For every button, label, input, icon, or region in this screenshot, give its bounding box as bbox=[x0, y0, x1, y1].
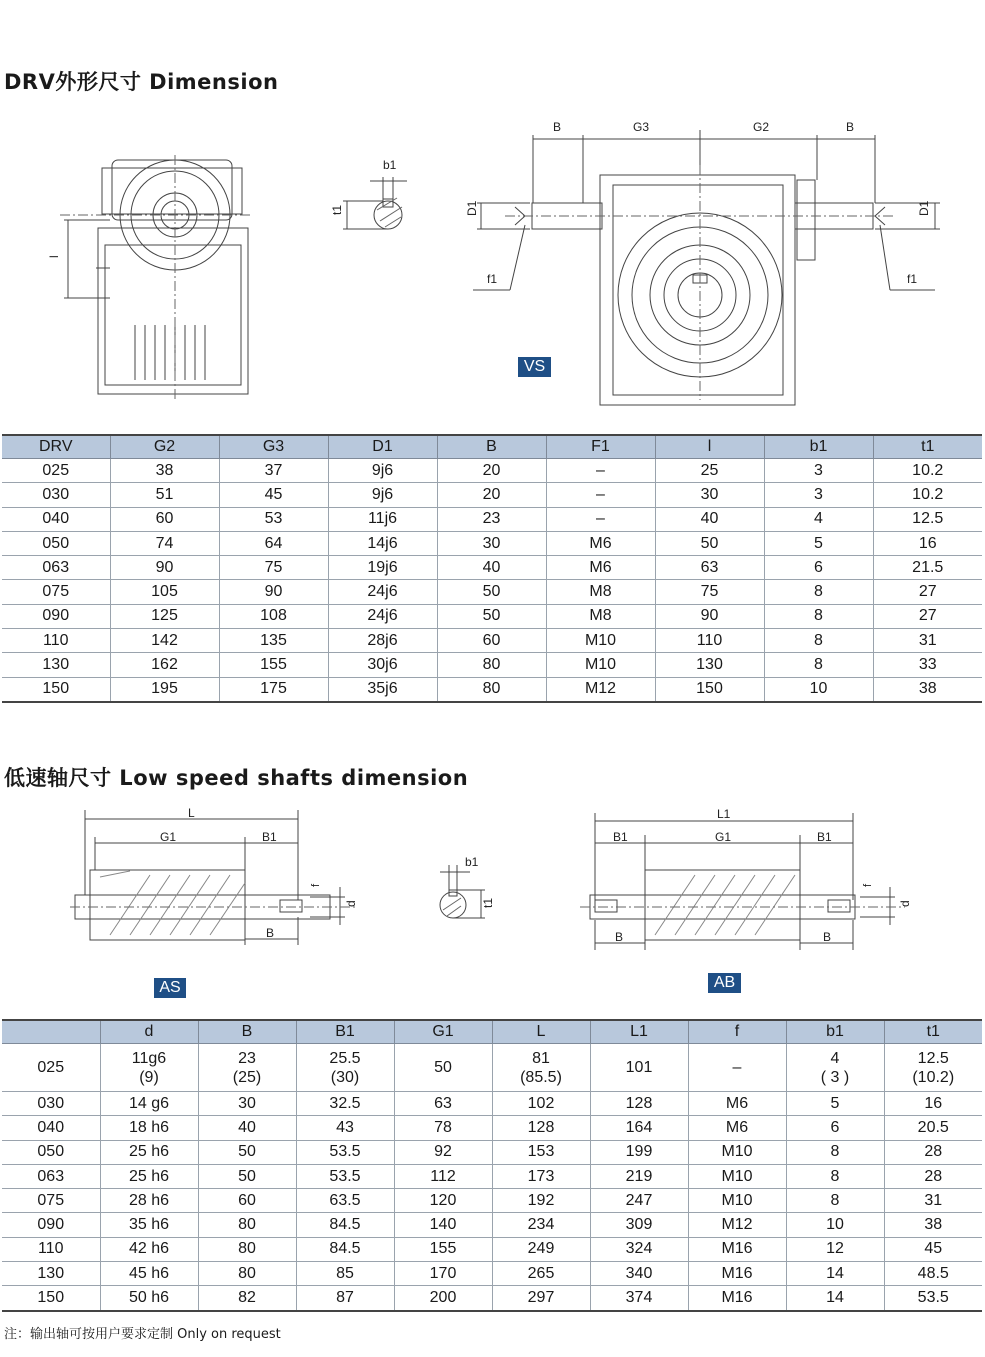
table-cell: 110 bbox=[655, 629, 764, 653]
table-cell: 16 bbox=[873, 531, 982, 555]
table-cell: M10 bbox=[688, 1164, 786, 1188]
table-cell: 16 bbox=[884, 1092, 982, 1116]
table-cell: 20.5 bbox=[884, 1116, 982, 1140]
footnote: 注：输出轴可按用户要求定制 Only on request bbox=[4, 1327, 281, 1342]
table-cell: 324 bbox=[590, 1237, 688, 1261]
table-cell: 110 bbox=[2, 1237, 100, 1261]
table-cell: M6 bbox=[546, 531, 655, 555]
table-cell: 53 bbox=[219, 507, 328, 531]
table-cell: 075 bbox=[2, 580, 110, 604]
table-cell: 84.5 bbox=[296, 1237, 394, 1261]
table-cell: 142 bbox=[110, 629, 219, 653]
table-cell: 10.2 bbox=[873, 483, 982, 507]
table-cell: 37 bbox=[219, 459, 328, 483]
column-header: G1 bbox=[394, 1020, 492, 1044]
table-cell: 20 bbox=[437, 459, 546, 483]
table-cell: 78 bbox=[394, 1116, 492, 1140]
column-header: F1 bbox=[546, 435, 655, 459]
table-cell: 162 bbox=[110, 653, 219, 677]
table-cell: 8 bbox=[786, 1164, 884, 1188]
table-cell: M10 bbox=[546, 653, 655, 677]
table-cell: 234 bbox=[492, 1213, 590, 1237]
table-cell: 30j6 bbox=[328, 653, 437, 677]
table-cell: 80 bbox=[198, 1237, 296, 1261]
table-cell: 120 bbox=[394, 1189, 492, 1213]
table-cell: 8 bbox=[764, 653, 873, 677]
table-cell: 309 bbox=[590, 1213, 688, 1237]
table-cell: 63.5 bbox=[296, 1189, 394, 1213]
label-B-ab-left: B bbox=[615, 930, 624, 944]
table-cell: 21.5 bbox=[873, 556, 982, 580]
table-cell: 80 bbox=[437, 677, 546, 702]
label-G1-as: G1 bbox=[160, 830, 177, 844]
table-cell: 25.5 (30) bbox=[296, 1044, 394, 1092]
column-header: d bbox=[100, 1020, 198, 1044]
table-row bbox=[2, 677, 982, 702]
table-cell: 050 bbox=[2, 1140, 100, 1164]
table-cell: 3 bbox=[764, 459, 873, 483]
table-cell: 4 bbox=[764, 507, 873, 531]
table-cell: 20 bbox=[437, 483, 546, 507]
table-cell: 23 (25) bbox=[198, 1044, 296, 1092]
table-cell: 155 bbox=[394, 1237, 492, 1261]
label-f1-right: f1 bbox=[907, 272, 918, 286]
table-cell: M10 bbox=[546, 629, 655, 653]
table-row bbox=[2, 1189, 982, 1213]
table-cell: 19j6 bbox=[328, 556, 437, 580]
label-f1-left: f1 bbox=[487, 272, 498, 286]
table-cell: 31 bbox=[873, 629, 982, 653]
table-cell: 090 bbox=[2, 604, 110, 628]
table-cell: 90 bbox=[219, 580, 328, 604]
table-cell: – bbox=[688, 1044, 786, 1092]
label-B1-ab-left: B1 bbox=[613, 830, 628, 844]
label-B-left: B bbox=[553, 120, 562, 134]
table-cell: M10 bbox=[688, 1189, 786, 1213]
table-cell: 105 bbox=[110, 580, 219, 604]
table-cell: 24j6 bbox=[328, 604, 437, 628]
table-cell: 112 bbox=[394, 1164, 492, 1188]
label-t1-shaft: t1 bbox=[481, 897, 495, 908]
view-tag-as: AS bbox=[154, 978, 186, 998]
table-cell: 53.5 bbox=[296, 1140, 394, 1164]
table-cell: 170 bbox=[394, 1262, 492, 1286]
label-B1-ab-right: B1 bbox=[817, 830, 832, 844]
table-row bbox=[2, 580, 982, 604]
table-cell: 48.5 bbox=[884, 1262, 982, 1286]
table-cell: 25 bbox=[655, 459, 764, 483]
table-cell: 030 bbox=[2, 1092, 100, 1116]
label-B1-as: B1 bbox=[262, 830, 277, 844]
table-cell: 84.5 bbox=[296, 1213, 394, 1237]
table-cell: 28 h6 bbox=[100, 1189, 198, 1213]
view-tag-ab: AB bbox=[708, 973, 741, 993]
label-G2: G2 bbox=[753, 120, 770, 134]
table-cell: 8 bbox=[764, 580, 873, 604]
table-cell: 40 bbox=[437, 556, 546, 580]
table-cell: 40 bbox=[655, 507, 764, 531]
table-cell: 60 bbox=[110, 507, 219, 531]
table-cell: 33 bbox=[873, 653, 982, 677]
section-title-low-speed-shafts: 低速轴尺寸 Low speed shafts dimension bbox=[4, 766, 469, 790]
column-header: b1 bbox=[786, 1020, 884, 1044]
table-cell: 90 bbox=[655, 604, 764, 628]
table-row bbox=[2, 1092, 982, 1116]
table-cell: 135 bbox=[219, 629, 328, 653]
label-L1: L1 bbox=[717, 807, 731, 821]
label-L: L bbox=[188, 806, 195, 820]
table-cell: – bbox=[546, 507, 655, 531]
table-row bbox=[2, 1286, 982, 1311]
table-cell: M6 bbox=[688, 1092, 786, 1116]
table-cell: M10 bbox=[688, 1140, 786, 1164]
table-row bbox=[2, 556, 982, 580]
table-cell: 219 bbox=[590, 1164, 688, 1188]
column-header: L1 bbox=[590, 1020, 688, 1044]
table-cell: 45 bbox=[219, 483, 328, 507]
column-header: b1 bbox=[764, 435, 873, 459]
table-cell: 43 bbox=[296, 1116, 394, 1140]
table-cell: 090 bbox=[2, 1213, 100, 1237]
table-cell: 12.5 (10.2) bbox=[884, 1044, 982, 1092]
table-cell: 249 bbox=[492, 1237, 590, 1261]
label-l: l bbox=[47, 255, 61, 258]
table-row bbox=[2, 1164, 982, 1188]
table-cell: 38 bbox=[873, 677, 982, 702]
table-cell: 30 bbox=[655, 483, 764, 507]
table-row bbox=[2, 1237, 982, 1261]
table-cell: 30 bbox=[437, 531, 546, 555]
table-cell: 60 bbox=[437, 629, 546, 653]
table-cell: 199 bbox=[590, 1140, 688, 1164]
table-cell: 3 bbox=[764, 483, 873, 507]
table-cell: 247 bbox=[590, 1189, 688, 1213]
table-cell: 075 bbox=[2, 1189, 100, 1213]
column-header: B bbox=[437, 435, 546, 459]
column-header: t1 bbox=[884, 1020, 982, 1044]
column-header: B1 bbox=[296, 1020, 394, 1044]
table-row bbox=[2, 653, 982, 677]
table-cell: 50 bbox=[437, 580, 546, 604]
column-header: t1 bbox=[873, 435, 982, 459]
table-cell: 90 bbox=[110, 556, 219, 580]
table-cell: 18 h6 bbox=[100, 1116, 198, 1140]
table-cell: 31 bbox=[884, 1189, 982, 1213]
keyway-section-drawing bbox=[325, 155, 425, 245]
table-cell: 92 bbox=[394, 1140, 492, 1164]
table-cell: 25 h6 bbox=[100, 1140, 198, 1164]
table-cell: 8 bbox=[764, 604, 873, 628]
table-cell: 32.5 bbox=[296, 1092, 394, 1116]
table-cell: 063 bbox=[2, 556, 110, 580]
gearbox-side-view-drawing bbox=[40, 150, 260, 405]
table-cell: 45 bbox=[884, 1237, 982, 1261]
table-cell: 14 g6 bbox=[100, 1092, 198, 1116]
table-cell: 14j6 bbox=[328, 531, 437, 555]
table-cell: 10 bbox=[764, 677, 873, 702]
table-cell: 150 bbox=[2, 1286, 100, 1311]
table-cell: 164 bbox=[590, 1116, 688, 1140]
table-cell: 27 bbox=[873, 580, 982, 604]
table-cell: 50 bbox=[394, 1044, 492, 1092]
shaft-as-drawing bbox=[70, 805, 360, 955]
table-cell: M12 bbox=[688, 1213, 786, 1237]
table-row bbox=[2, 507, 982, 531]
table-cell: – bbox=[546, 483, 655, 507]
label-B-right: B bbox=[846, 120, 855, 134]
table-cell: 50 bbox=[655, 531, 764, 555]
table-cell: 82 bbox=[198, 1286, 296, 1311]
label-d-as: d bbox=[344, 900, 358, 907]
shaft-keyway-section-drawing bbox=[425, 850, 495, 930]
label-t1: t1 bbox=[330, 204, 344, 215]
table-cell: 63 bbox=[655, 556, 764, 580]
table-cell: 24j6 bbox=[328, 580, 437, 604]
view-tag-vs: VS bbox=[518, 357, 551, 377]
table-cell: 102 bbox=[492, 1092, 590, 1116]
table-cell: 173 bbox=[492, 1164, 590, 1188]
table-cell: 297 bbox=[492, 1286, 590, 1311]
label-G3: G3 bbox=[633, 120, 650, 134]
table-cell: 374 bbox=[590, 1286, 688, 1311]
label-B-ab-right: B bbox=[823, 930, 832, 944]
table-cell: 101 bbox=[590, 1044, 688, 1092]
table-cell: 28 bbox=[884, 1164, 982, 1188]
section-title-dimension: DRV外形尺寸 Dimension bbox=[4, 70, 279, 94]
table-cell: 150 bbox=[655, 677, 764, 702]
table-cell: 9j6 bbox=[328, 483, 437, 507]
table-cell: 153 bbox=[492, 1140, 590, 1164]
table-cell: 125 bbox=[110, 604, 219, 628]
table-cell: 130 bbox=[2, 1262, 100, 1286]
table-cell: 063 bbox=[2, 1164, 100, 1188]
table-row bbox=[2, 459, 982, 483]
table-cell: 38 bbox=[110, 459, 219, 483]
table-row bbox=[2, 1213, 982, 1237]
table-cell: M8 bbox=[546, 580, 655, 604]
table-cell: 80 bbox=[437, 653, 546, 677]
table-row bbox=[2, 1044, 982, 1092]
table-cell: 30 bbox=[198, 1092, 296, 1116]
table-cell: 50 h6 bbox=[100, 1286, 198, 1311]
table-cell: 38 bbox=[884, 1213, 982, 1237]
table-cell: 23 bbox=[437, 507, 546, 531]
table-cell: – bbox=[546, 459, 655, 483]
table-cell: M6 bbox=[688, 1116, 786, 1140]
label-D1-right: D1 bbox=[917, 200, 931, 216]
table-cell: 108 bbox=[219, 604, 328, 628]
table-cell: 8 bbox=[786, 1189, 884, 1213]
label-D1-left: D1 bbox=[465, 200, 479, 216]
table-cell: 8 bbox=[786, 1140, 884, 1164]
table-cell: 27 bbox=[873, 604, 982, 628]
table-cell: 025 bbox=[2, 1044, 100, 1092]
table-cell: 110 bbox=[2, 629, 110, 653]
table-cell: 030 bbox=[2, 483, 110, 507]
table-cell: 6 bbox=[786, 1116, 884, 1140]
shaft-dimension-table bbox=[2, 1019, 982, 1312]
table-cell: 63 bbox=[394, 1092, 492, 1116]
table-cell: 192 bbox=[492, 1189, 590, 1213]
table-cell: 025 bbox=[2, 459, 110, 483]
column-header: B bbox=[198, 1020, 296, 1044]
shaft-ab-drawing bbox=[575, 805, 915, 955]
column-header: G2 bbox=[110, 435, 219, 459]
column-header: D1 bbox=[328, 435, 437, 459]
table-cell: 50 bbox=[198, 1164, 296, 1188]
table-row bbox=[2, 483, 982, 507]
table-cell: 50 bbox=[198, 1140, 296, 1164]
table-cell: 53.5 bbox=[884, 1286, 982, 1311]
table-cell: 195 bbox=[110, 677, 219, 702]
label-d-ab: d bbox=[898, 900, 912, 907]
column-header: l bbox=[655, 435, 764, 459]
table-cell: 74 bbox=[110, 531, 219, 555]
table-cell: M16 bbox=[688, 1262, 786, 1286]
column-header: f bbox=[688, 1020, 786, 1044]
table-cell: 80 bbox=[198, 1213, 296, 1237]
table-cell: 040 bbox=[2, 507, 110, 531]
table-cell: 81 (85.5) bbox=[492, 1044, 590, 1092]
table-row bbox=[2, 1262, 982, 1286]
table-cell: 75 bbox=[219, 556, 328, 580]
table-cell: 12 bbox=[786, 1237, 884, 1261]
table-cell: 265 bbox=[492, 1262, 590, 1286]
table-cell: 50 bbox=[437, 604, 546, 628]
label-b1-shaft: b1 bbox=[465, 855, 479, 869]
label-G1-ab: G1 bbox=[715, 830, 732, 844]
table-cell: M6 bbox=[546, 556, 655, 580]
table-cell: M16 bbox=[688, 1237, 786, 1261]
table-cell: 200 bbox=[394, 1286, 492, 1311]
column-header bbox=[2, 1020, 100, 1044]
table-cell: 140 bbox=[394, 1213, 492, 1237]
table-cell: 14 bbox=[786, 1262, 884, 1286]
table-cell: 35 h6 bbox=[100, 1213, 198, 1237]
table-row bbox=[2, 1140, 982, 1164]
label-b1: b1 bbox=[383, 158, 397, 172]
table-cell: M12 bbox=[546, 677, 655, 702]
column-header: G3 bbox=[219, 435, 328, 459]
table-cell: 340 bbox=[590, 1262, 688, 1286]
table-cell: 11j6 bbox=[328, 507, 437, 531]
table-row bbox=[2, 1116, 982, 1140]
table-cell: 10.2 bbox=[873, 459, 982, 483]
table-cell: 28j6 bbox=[328, 629, 437, 653]
table-row bbox=[2, 531, 982, 555]
table-cell: 75 bbox=[655, 580, 764, 604]
table-cell: 14 bbox=[786, 1286, 884, 1311]
table-cell: 155 bbox=[219, 653, 328, 677]
table-cell: 050 bbox=[2, 531, 110, 555]
table-cell: 85 bbox=[296, 1262, 394, 1286]
table-cell: 64 bbox=[219, 531, 328, 555]
table-cell: 25 h6 bbox=[100, 1164, 198, 1188]
table-cell: 130 bbox=[655, 653, 764, 677]
column-header: DRV bbox=[2, 435, 110, 459]
table-cell: 45 h6 bbox=[100, 1262, 198, 1286]
table-row bbox=[2, 604, 982, 628]
dimension-table bbox=[2, 434, 982, 703]
table-cell: 40 bbox=[198, 1116, 296, 1140]
label-f-ab: f bbox=[862, 883, 874, 887]
table-cell: 28 bbox=[884, 1140, 982, 1164]
table-cell: 12.5 bbox=[873, 507, 982, 531]
table-cell: 128 bbox=[590, 1092, 688, 1116]
table-cell: 130 bbox=[2, 653, 110, 677]
table-cell: 11g6 (9) bbox=[100, 1044, 198, 1092]
table-cell: 040 bbox=[2, 1116, 100, 1140]
table-cell: 9j6 bbox=[328, 459, 437, 483]
table-cell: 87 bbox=[296, 1286, 394, 1311]
table-cell: 150 bbox=[2, 677, 110, 702]
column-header: L bbox=[492, 1020, 590, 1044]
table-cell: 35j6 bbox=[328, 677, 437, 702]
table-cell: 5 bbox=[764, 531, 873, 555]
table-cell: 4 ( 3 ) bbox=[786, 1044, 884, 1092]
label-f-as: f bbox=[310, 883, 322, 887]
table-cell: 60 bbox=[198, 1189, 296, 1213]
table-cell: M16 bbox=[688, 1286, 786, 1311]
table-cell: 6 bbox=[764, 556, 873, 580]
table-cell: M8 bbox=[546, 604, 655, 628]
table-cell: 8 bbox=[764, 629, 873, 653]
table-cell: 128 bbox=[492, 1116, 590, 1140]
label-B-as: B bbox=[266, 926, 275, 940]
table-cell: 10 bbox=[786, 1213, 884, 1237]
table-cell: 51 bbox=[110, 483, 219, 507]
table-cell: 42 h6 bbox=[100, 1237, 198, 1261]
table-cell: 53.5 bbox=[296, 1164, 394, 1188]
table-cell: 80 bbox=[198, 1262, 296, 1286]
table-cell: 175 bbox=[219, 677, 328, 702]
table-cell: 5 bbox=[786, 1092, 884, 1116]
table-row bbox=[2, 629, 982, 653]
